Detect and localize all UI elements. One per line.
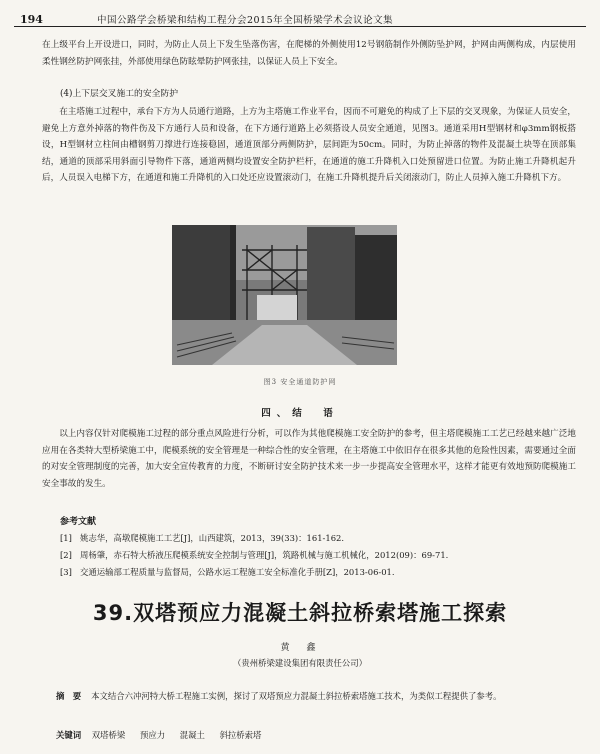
conclusion-paragraph: 以上内容仅针对爬模施工过程的部分重点风险进行分析，可以作为其他爬模施工安全防护的参考，但主塔爬模施工工艺已经越来越广泛地应用在各类特大型桥梁施工中，爬模系统的安全管理是一种综合性的安全管理，在主塔施工中依旧存在很多其他的危险性因素，需要通过全面的对安全管理制度的完善，加大安全宣传教育的力度，不断研讨安全防护技术来一步一步提高安全管理水平，这样才能更有效地预防爬模施工安全事故的发生。 xyxy=(42,429,576,489)
keyword: 混凝土 xyxy=(179,730,205,740)
reference-item: [3] 交通运输部工程质量与监督局，公路水运工程施工安全标准化手册[Z]，2013-06-01. xyxy=(60,567,395,577)
keyword: 斜拉桥索塔 xyxy=(219,730,262,740)
running-title: 中国公路学会桥梁和结构工程分会2015年全国桥梁学术会议论文集 xyxy=(96,15,394,26)
keyword: 预应力 xyxy=(139,730,166,740)
reference-item: [2] 周杨肇，赤石特大桥液压爬模系统安全控制与管理[J]，筑路机械与施工机械化，2012(09)：69-71. xyxy=(60,550,449,560)
reference-item: [1] 姚志华，高墩爬模施工工艺[J]，山西建筑，2013，39(33)：161-162. xyxy=(60,533,345,543)
keywords xyxy=(56,729,273,741)
abstract xyxy=(56,688,572,704)
subheading: (4)上下层交叉施工的安全防护 xyxy=(60,89,179,99)
article-title: 39.双塔预应力混凝土斜拉桥索塔施工探索 xyxy=(92,601,508,625)
abstract-label: 摘 要 xyxy=(56,691,82,701)
keywords-label: 关键词 xyxy=(56,730,82,740)
section-heading: 四、结 语 xyxy=(261,408,339,419)
body-paragraph-2: 在主塔施工过程中，承台下方为人员通行道路，上方为主塔施工作业平台，因而不可避免的构成了上下层的交叉现象，为保证人员安全，避免上方意外掉落的物件伤及下方通行人员和设备，在下方通行道路上必须搭设人员安全通道，见图3。通道采用H型钢材和φ3mm钢板搭设，H型钢材立柱间由槽钢剪刀撑进行连接稳固，通道顶部分两侧防护，层间距为50cm。同时，为防止掉落的物件及混凝土块等在顶部集结，通道的顶部采用斜面引导物件下落，通道两侧均设置安全防护栏杆，在通道的施工升降机入口处预留进口位置。为防止施工升降机起升后，人员误入电梯下方，在通道和施工升降机的入口处还应设置滚动门，在施工升降机提升后关闭滚动门，防止人员掉入施工升降机下方。 xyxy=(42,107,576,183)
article-author: 黄 鑫 xyxy=(280,643,320,653)
body-paragraph-1: 在上级平台上开设进口，同时，为防止人员上下发生坠落伤害，在爬梯的外侧使用12号钢筋制作外侧防坠护网，护网由两侧构成，内层使用柔性钢丝防护网张挂，外部使用绿色防眩晕防护网张挂，以保证人员上下安全。 xyxy=(42,40,576,67)
page-number: 194 xyxy=(20,13,43,26)
references-title: 参考文献 xyxy=(60,517,97,527)
abstract-text: 本文结合六冲河特大桥工程施工实例，探讨了双塔预应力混凝土斜拉桥索塔施工技术，为类似工程提供了参考。 xyxy=(91,691,502,701)
keyword: 双塔桥梁 xyxy=(91,730,126,740)
safety-passage-photo xyxy=(172,225,397,365)
running-header xyxy=(14,8,586,27)
figure-caption: 图3 安全通道防护网 xyxy=(263,378,337,386)
article-affiliation: （贵州桥梁建设集团有限责任公司） xyxy=(233,658,367,668)
figure-3-photo xyxy=(172,225,397,365)
